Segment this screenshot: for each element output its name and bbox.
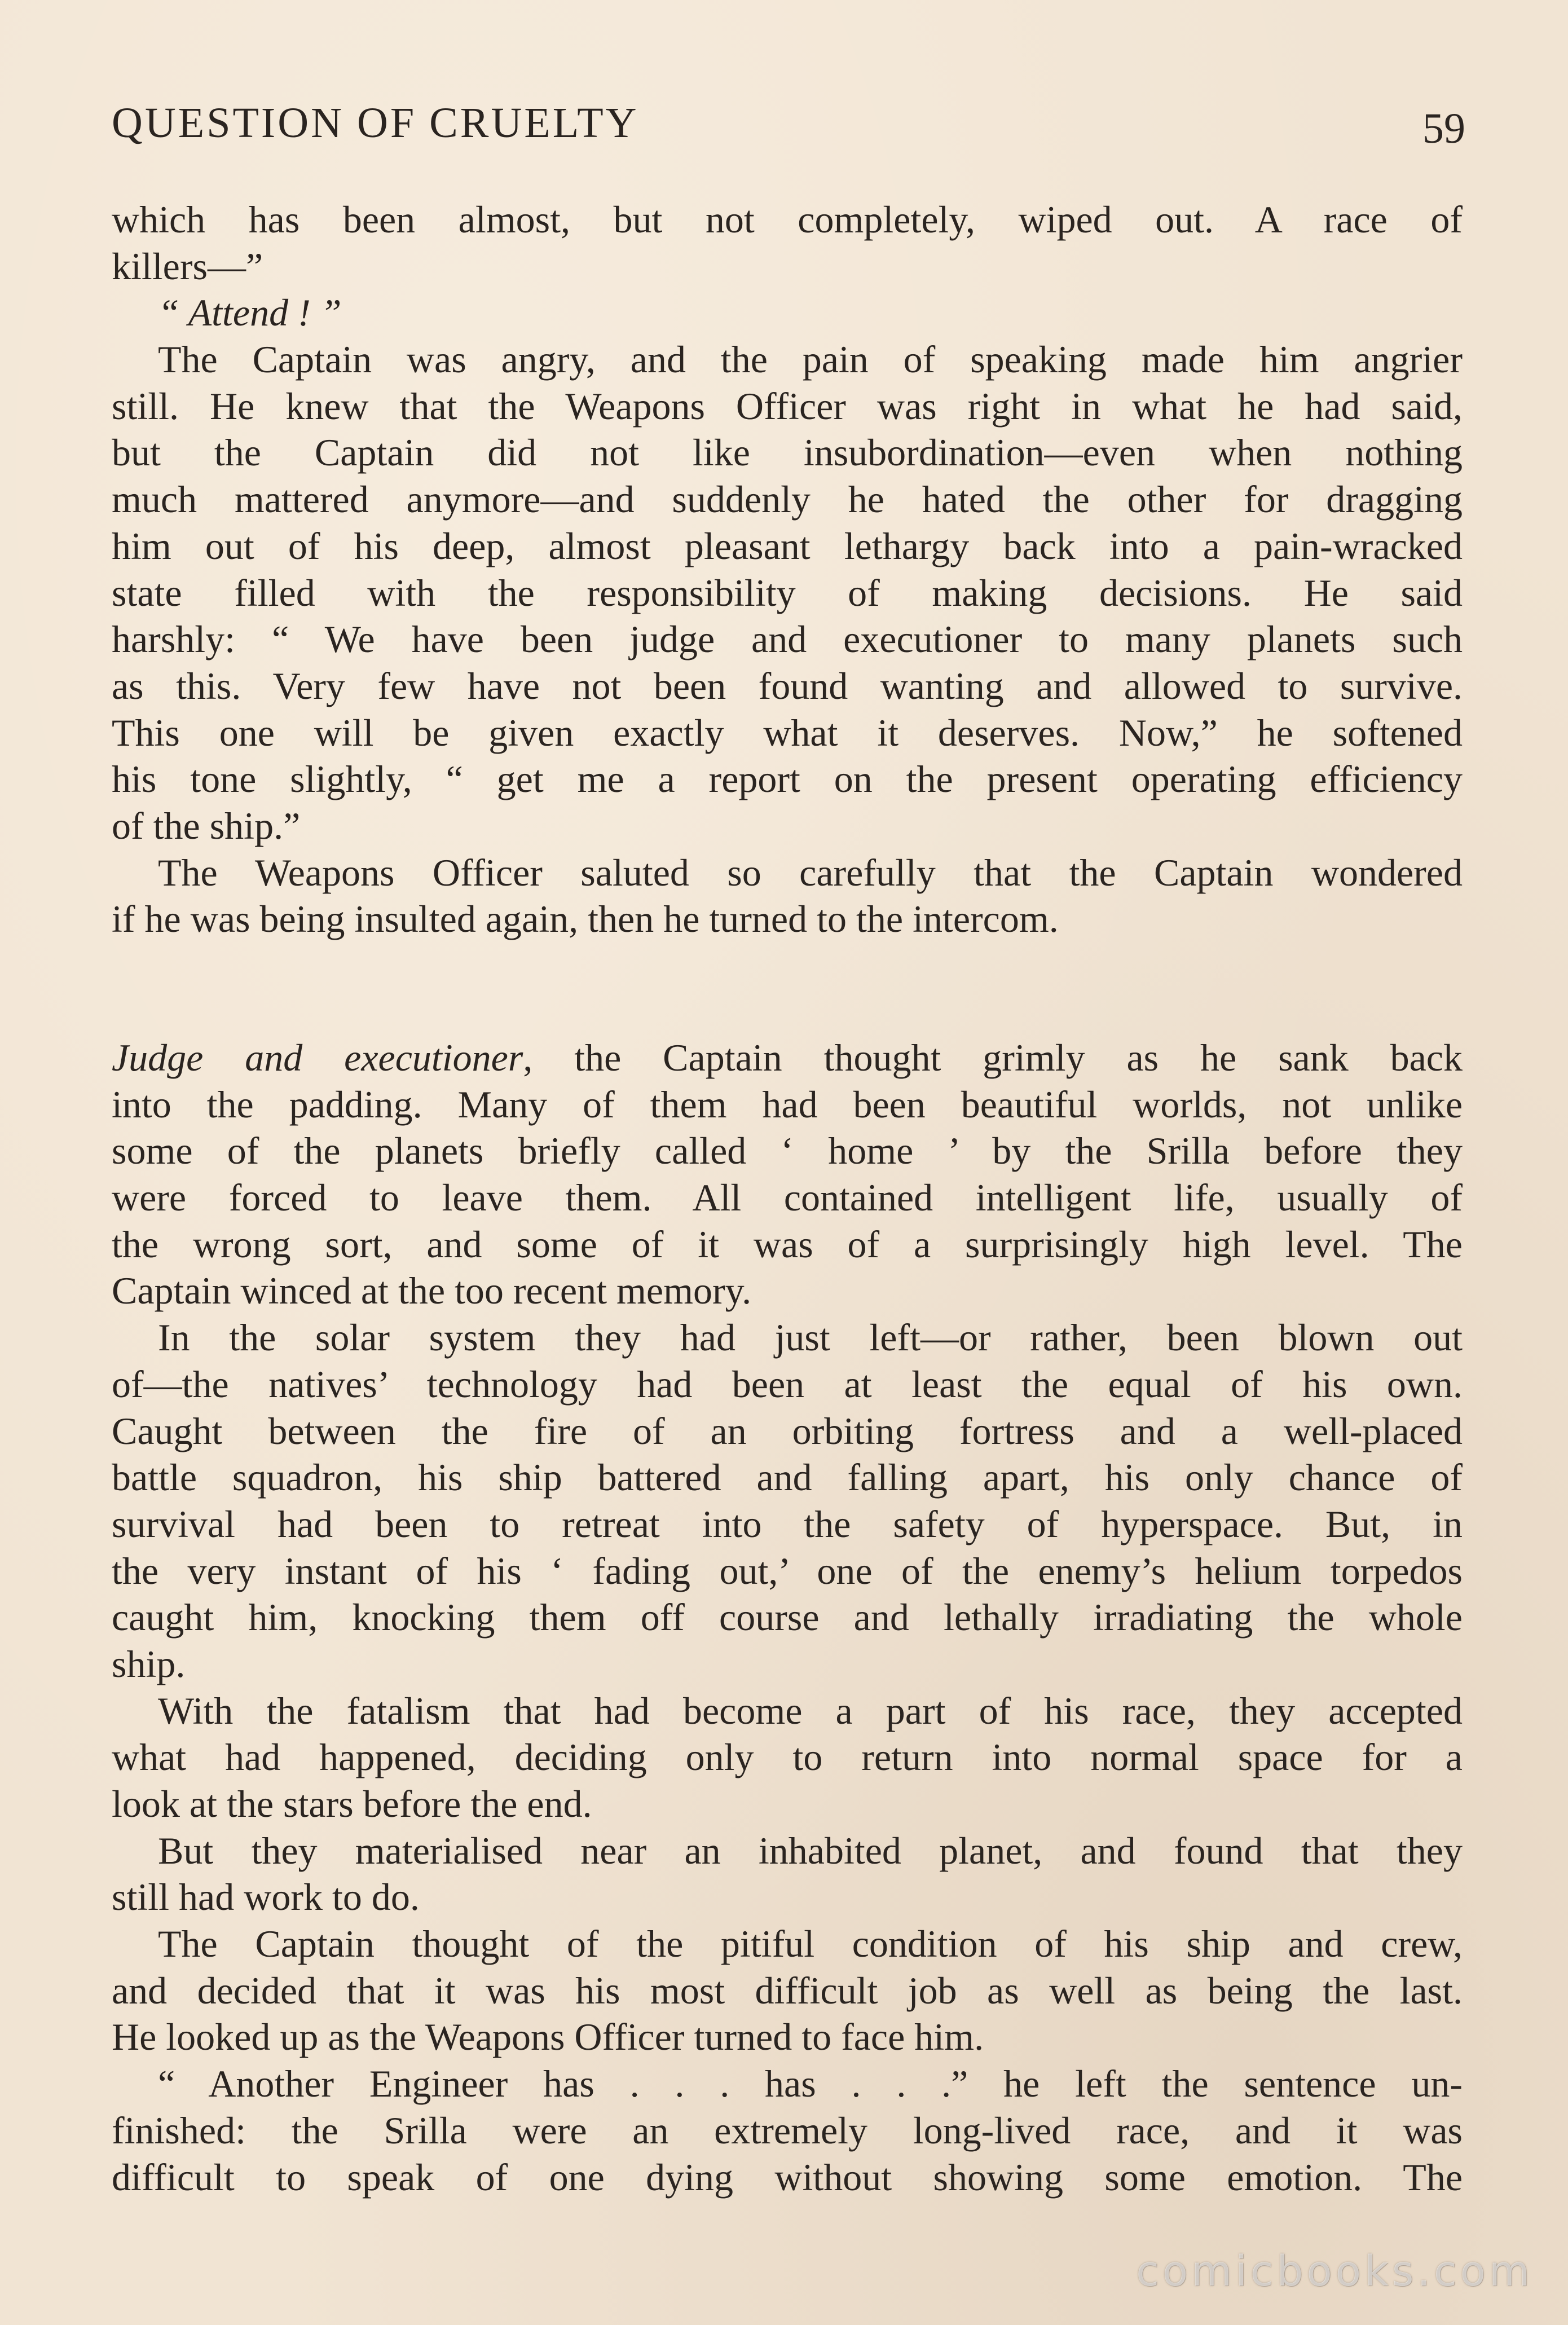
text-line: which has been almost, but not completely, wiped out. A race of xyxy=(112,198,1463,241)
text-fragment: , the Captain thought grimly as he sank back xyxy=(523,1036,1463,1079)
watermark: comicbooks.com xyxy=(1136,2247,1533,2296)
text-block-top xyxy=(112,196,1463,943)
text-line: as this. Very few have not been found wanting and allowed to survive. xyxy=(112,664,1463,707)
text-line: still had work to do. xyxy=(112,1875,420,1919)
text-block-bottom xyxy=(112,1034,1463,2200)
text-line: survival had been to retreat into the safety of hyperspace. But, in xyxy=(112,1502,1463,1545)
text-line: look at the stars before the end. xyxy=(112,1782,592,1825)
italic-phrase: Judge and executioner xyxy=(112,1036,523,1079)
text-line: “ Another Engineer has . . . has . . .” he left the sentence un- xyxy=(158,2062,1463,2106)
text-line: Caught between the fire of an orbiting fortress and a well-placed xyxy=(112,1409,1463,1452)
text-line: But they materialised near an inhabited planet, and found that they xyxy=(158,1829,1463,1872)
page-number: 59 xyxy=(1422,105,1465,152)
text-line: some of the planets briefly called ‘ home ’ by the Srilla before they xyxy=(112,1129,1463,1173)
text-line: finished: the Srilla were an extremely long-lived race, and it was xyxy=(112,2108,1463,2152)
text-line: the wrong sort, and some of it was of a surprisingly high level. The xyxy=(112,1222,1463,1266)
text-line xyxy=(112,1034,1463,1081)
text-line: ship. xyxy=(112,1642,186,1685)
text-line: and decided that it was his most difficult job as well as being the last. xyxy=(112,1969,1463,2012)
text-line: battle squadron, his ship battered and falling apart, his only chance of xyxy=(112,1456,1463,1499)
text-line: difficult to speak of one dying without showing some emotion. The xyxy=(112,2155,1463,2199)
text-line: The Captain thought of the pitiful condition of his ship and crew, xyxy=(158,1922,1463,1966)
text-line: what had happened, deciding only to return into normal space for a xyxy=(112,1736,1463,1779)
text-line: With the fatalism that had become a part of his race, they accepted xyxy=(158,1689,1463,1732)
text-line: In the solar system they had just left—or rather, been blown out xyxy=(158,1316,1463,1359)
text-line: of the ship.” xyxy=(112,804,301,847)
text-line: if he was being insulted again, then he turned to the intercom. xyxy=(112,897,1059,941)
text-line: but the Captain did not like insubordination—even when nothing xyxy=(112,431,1463,474)
text-line: This one will be given exactly what it deserves. Now,” he softened xyxy=(112,711,1463,754)
text-line: Captain winced at the too recent memory. xyxy=(112,1269,752,1313)
text-line: “ Attend ! ” xyxy=(158,291,342,334)
text-line: The Weapons Officer saluted so carefully that the Captain wondered xyxy=(158,851,1463,894)
text-line: of—the natives’ technology had been at least the equal of his own. xyxy=(112,1362,1463,1406)
text-line: He looked up as the Weapons Officer turned to face him. xyxy=(112,2015,984,2059)
text-line: The Captain was angry, and the pain of speaking made him angrier xyxy=(158,338,1463,381)
text-line: into the padding. Many of them had been beautiful worlds, not unlike xyxy=(112,1082,1463,1126)
text-line: caught him, knocking them off course and lethally irradiating the whole xyxy=(112,1596,1463,1639)
text-line: much mattered anymore—and suddenly he hated the other for dragging xyxy=(112,478,1463,521)
running-head xyxy=(112,95,1465,157)
running-title: QUESTION OF CRUELTY xyxy=(112,99,639,147)
text-line: harshly: “ We have been judge and executioner to many planets such xyxy=(112,618,1463,661)
text-line: state filled with the responsibility of making decisions. He said xyxy=(112,571,1463,614)
text-line: were forced to leave them. All contained intelligent life, usually of xyxy=(112,1176,1463,1219)
text-line: his tone slightly, “ get me a report on the present operating efficiency xyxy=(112,758,1463,801)
text-line: killers—” xyxy=(112,244,263,288)
text-line: still. He knew that the Weapons Officer was right in what he had said, xyxy=(112,384,1463,428)
text-line: the very instant of his ‘ fading out,’ one of the enemy’s helium torpedos xyxy=(112,1549,1463,1592)
text-line: him out of his deep, almost pleasant lethargy back into a pain-wracked xyxy=(112,524,1463,567)
